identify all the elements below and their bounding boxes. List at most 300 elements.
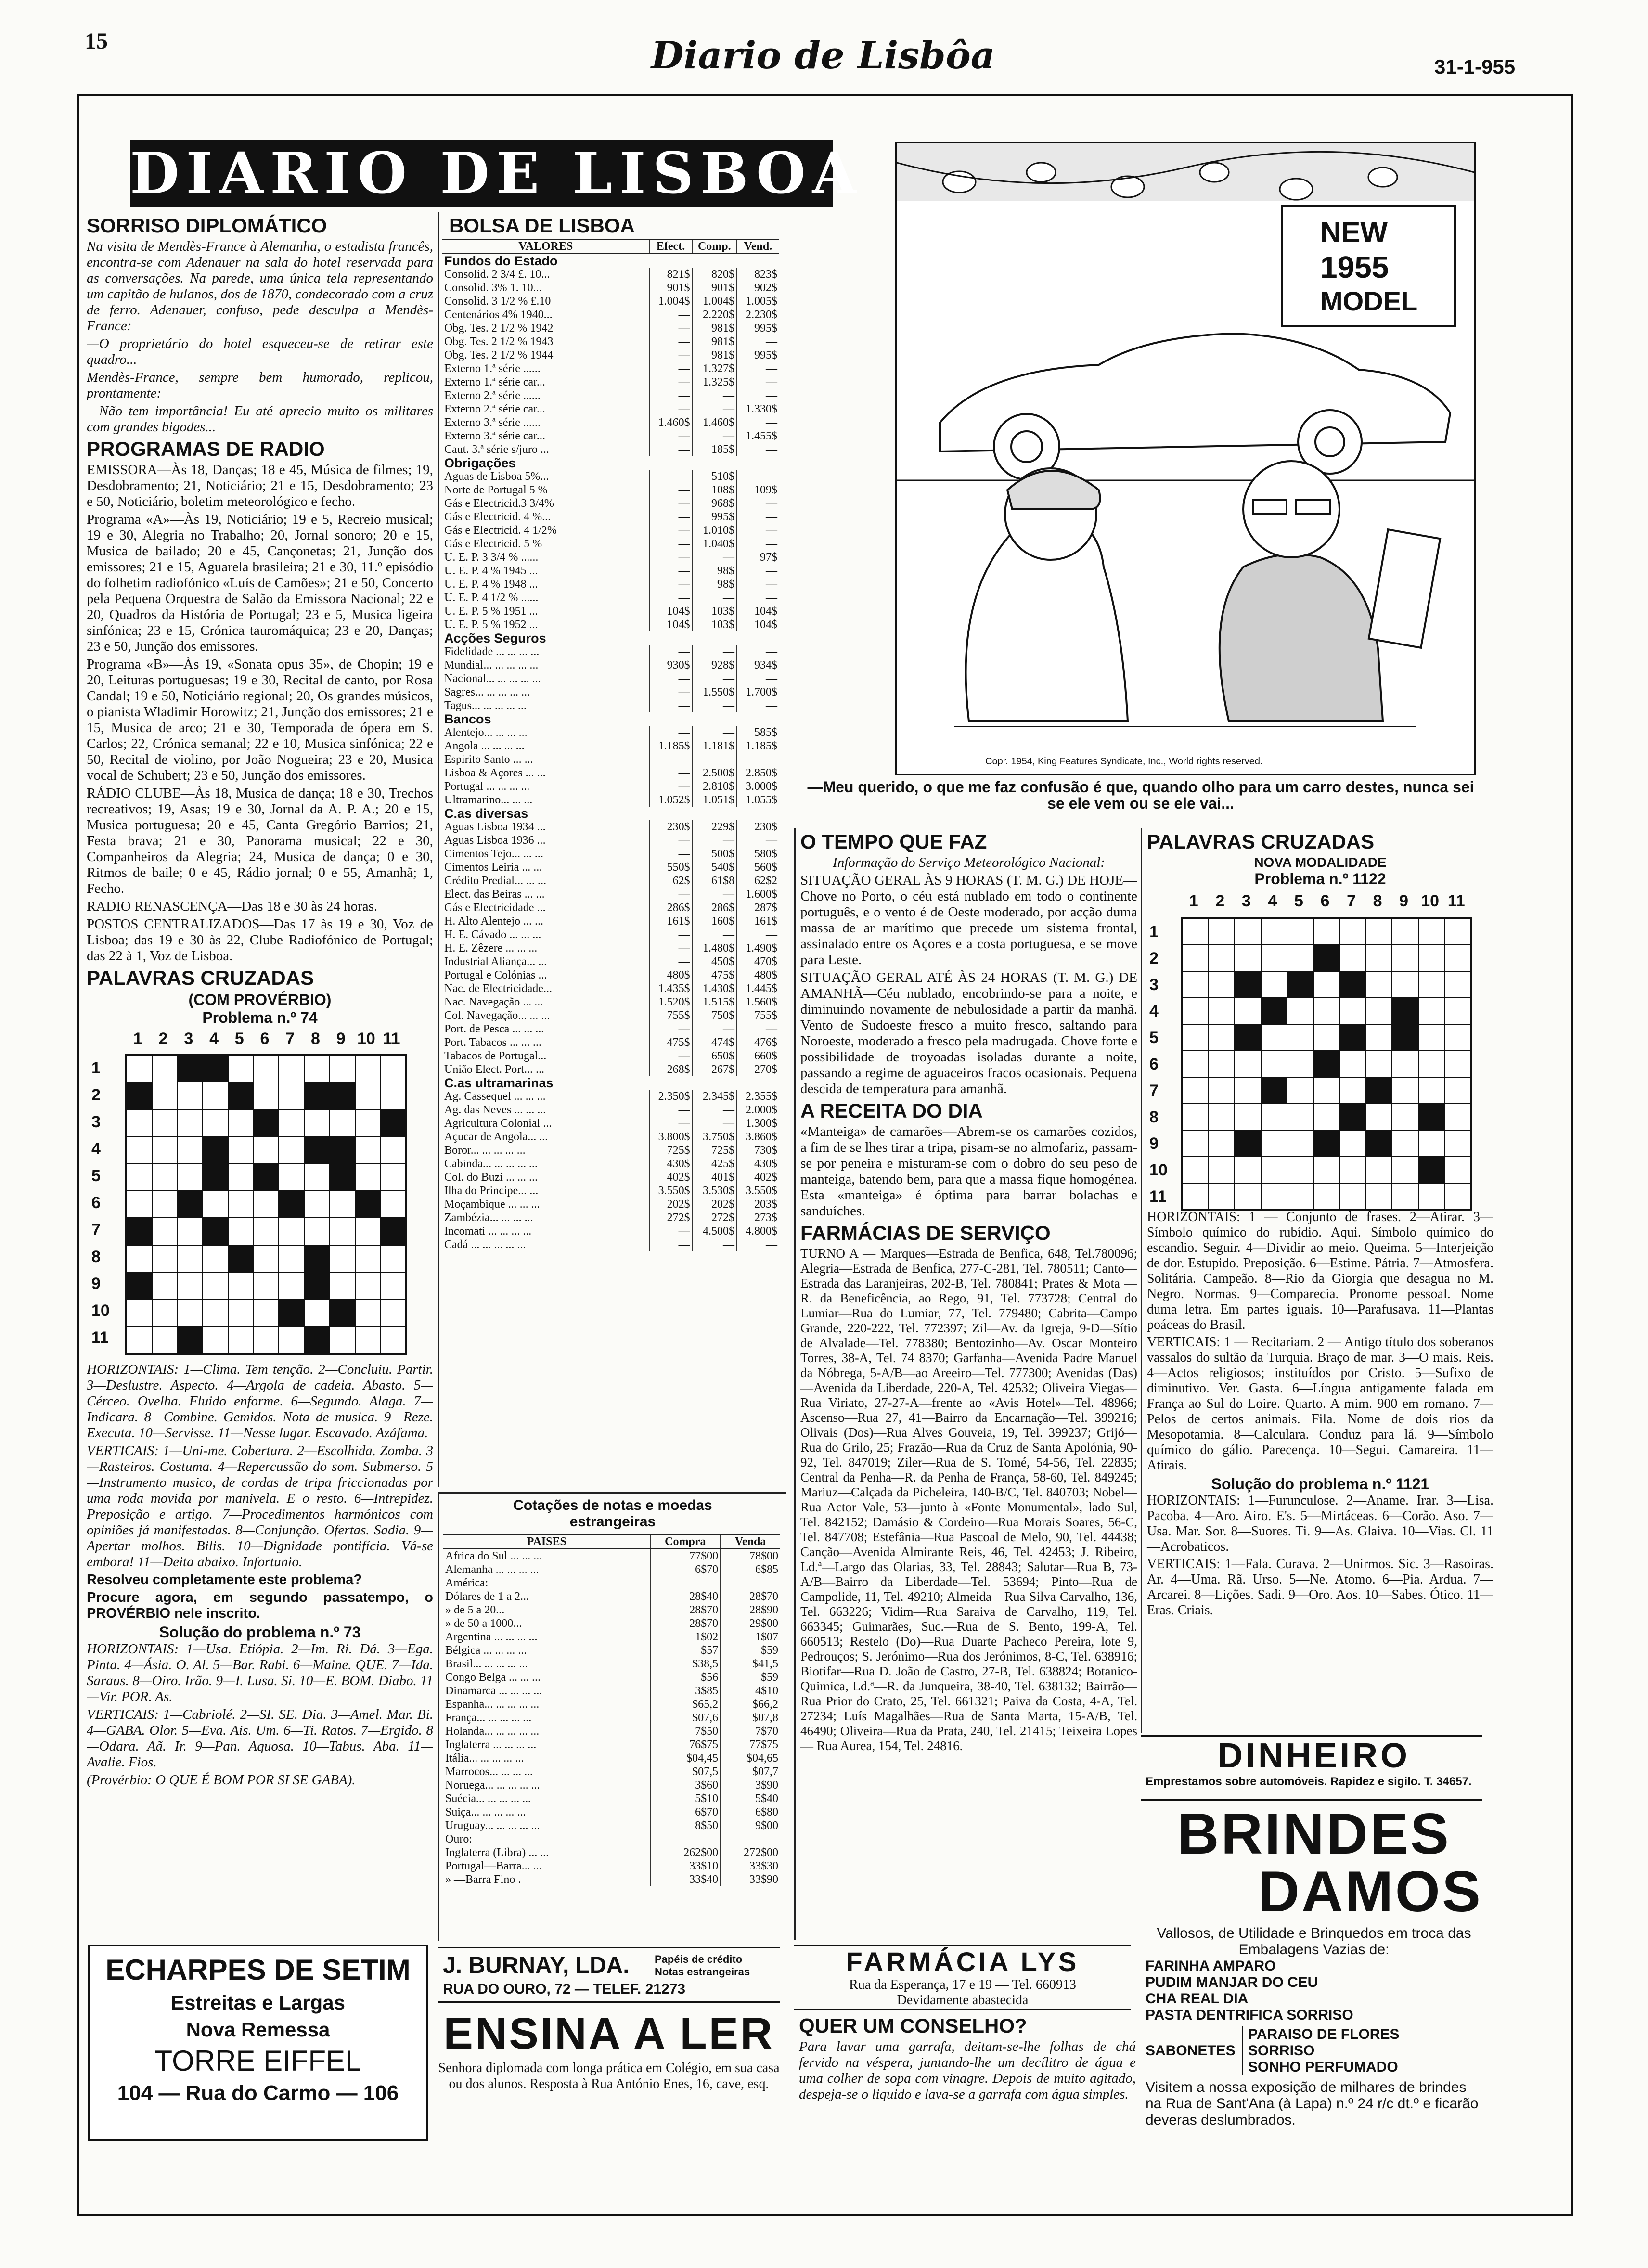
crossword-black-cell	[203, 1163, 228, 1190]
bolsa-row	[442, 968, 779, 982]
bolsa-row	[442, 1009, 779, 1022]
bolsa-price: 474$	[692, 1036, 736, 1049]
crossword-cell	[1366, 998, 1392, 1024]
bolsa-security: Ag. das Neves ... ... ...	[444, 1104, 546, 1116]
bolsa-price: 1.052$	[649, 793, 692, 807]
column-4	[1141, 828, 1494, 1733]
crossword-cell	[152, 1055, 178, 1082]
bolsa-price: 425$	[692, 1157, 736, 1171]
bolsa-price: —	[649, 834, 692, 847]
cotacoes	[438, 1492, 786, 1941]
bolsa-price: —	[649, 753, 692, 766]
cross2-solution-title: Solução do problema n.º 1121	[1211, 1475, 1429, 1493]
bolsa-price: —	[649, 928, 692, 941]
sorriso-p1: Na visita de Mendès-France à Alemanha, o estadista francês, encontra-se com Adenauer na sala do hotel reservada para as conversações. Na parede, uma única tela representando um capitão de hulanos, dos de 1870, condecorado com a cruz de ferro. Adenauer, confuso, pede desculpa a Mendès-France:	[87, 239, 433, 334]
bolsa-price: 3.550$	[649, 1184, 692, 1198]
bolsa-price: 229$	[692, 820, 736, 834]
bolsa-row	[442, 1198, 779, 1211]
cartoon-sign-new: NEW	[1320, 216, 1388, 248]
cotacao-row	[443, 1590, 780, 1603]
crossword-cell	[1209, 1104, 1235, 1130]
crossword-2	[1147, 892, 1494, 1210]
crossword-black-cell	[1339, 1024, 1366, 1051]
bolsa-row	[442, 362, 779, 375]
cotacoes-head-venda: Venda	[721, 1534, 780, 1549]
bolsa-row	[442, 510, 779, 524]
cross1-title: PALAVRAS CRUZADAS	[87, 966, 314, 989]
ensina-ad	[438, 2007, 780, 2132]
crossword-black-cell	[1313, 945, 1340, 971]
cotacao-price: 9$00	[721, 1819, 780, 1832]
cotacao-price: 28$70	[650, 1617, 721, 1630]
cotacao-country: » de 50 a 1000...	[445, 1617, 522, 1630]
crossword-cell	[380, 1299, 406, 1326]
bolsa-price: —	[649, 524, 692, 537]
bolsa-price: 1.700$	[736, 685, 779, 699]
bolsa-row	[442, 618, 779, 631]
conselho-title: QUER UM CONSELHO?	[799, 2014, 1027, 2037]
crossword-cell	[355, 1272, 381, 1299]
crossword-cell	[279, 1109, 304, 1136]
sabonete-item: PARAISO DE FLORES	[1248, 2026, 1400, 2042]
crossword-cell	[1235, 1051, 1261, 1077]
crossword-black-cell	[304, 1082, 330, 1109]
bolsa-security: Centenários 4% 1940...	[444, 309, 553, 321]
tempo-title: O TEMPO QUE FAZ	[800, 830, 987, 853]
bolsa-price: 430$	[649, 1157, 692, 1171]
bolsa-price: —	[692, 699, 736, 712]
crossword-cell	[330, 1218, 355, 1245]
brindes-l1: BRINDES	[1177, 1802, 1451, 1866]
crossword-col-number: 6	[1320, 892, 1330, 910]
crossword-cell	[355, 1109, 381, 1136]
crossword-cell	[1182, 1024, 1209, 1051]
bolsa-price: —	[649, 443, 692, 456]
bolsa-row	[442, 1211, 779, 1224]
cotacao-row	[443, 1549, 780, 1563]
crossword-1-grid	[125, 1054, 407, 1355]
bolsa-price: 3.750$	[692, 1130, 736, 1144]
cross1-subtitle: (COM PROVÉRBIO)	[188, 991, 332, 1008]
crossword-cell	[1261, 1051, 1288, 1077]
cotacao-row	[443, 1859, 780, 1873]
crossword-cell	[1444, 971, 1471, 998]
bolsa-security: Consolid. 2 3/4 £. 10...	[444, 268, 550, 281]
crossword-cell	[254, 1082, 279, 1109]
bolsa-price: 968$	[692, 497, 736, 510]
bolsa-section-row	[442, 712, 779, 726]
burnay-tag1: Papéis de crédito	[655, 1953, 743, 1965]
bolsa-security: Consolid. 3% 1. 10...	[444, 282, 542, 294]
cotacoes-head-paises: PAISES	[443, 1534, 650, 1549]
crossword-cell	[380, 1136, 406, 1163]
cotacao-country: Noruega... ... ... ... ...	[445, 1779, 540, 1791]
bolsa-price: —	[649, 672, 692, 685]
crossword-cell	[1444, 1077, 1471, 1104]
bolsa-price: —	[649, 551, 692, 564]
crossword-black-cell	[279, 1191, 304, 1218]
crossword-cell	[330, 1109, 355, 1136]
cotacao-row	[443, 1576, 780, 1590]
cotacao-price: 8$50	[650, 1819, 721, 1832]
crossword-cell	[228, 1218, 254, 1245]
bolsa-row	[442, 1049, 779, 1063]
crossword-col-number: 1	[1189, 892, 1198, 910]
crossword-cell	[1209, 1130, 1235, 1157]
bolsa-section-row	[442, 631, 779, 645]
crossword-row-number: 10	[91, 1302, 110, 1320]
crossword-cell	[1182, 1157, 1209, 1183]
bolsa-price: —	[649, 389, 692, 402]
brindes-item: PUDIM MANJAR DO CEU	[1146, 1974, 1318, 1990]
bolsa-price: —	[692, 726, 736, 739]
bolsa-security: U. E. P. 5 % 1951 ...	[444, 605, 538, 618]
bolsa-row	[442, 402, 779, 416]
crossword-black-cell	[1339, 1104, 1366, 1130]
crossword-cell	[1418, 1130, 1445, 1157]
bolsa-security: Fidelidade ... ... ... ...	[444, 645, 540, 658]
crossword-cell	[127, 1327, 152, 1353]
crossword-row-number: 7	[1149, 1082, 1159, 1100]
bolsa-price: —	[649, 510, 692, 524]
bolsa-price: 730$	[736, 1144, 779, 1157]
bolsa-price: 580$	[736, 847, 779, 861]
bolsa-price: 61$8	[692, 874, 736, 888]
bolsa-price: 725$	[649, 1144, 692, 1157]
crossword-cell	[1339, 1157, 1366, 1183]
cotacao-row	[443, 1617, 780, 1630]
lys-l2: Devidamente abastecida	[897, 1993, 1029, 2008]
cross2-sol-horiz: HORIZONTAIS: 1—Furunculose. 2—Aname. Irar. 3—Lisa. Pacoba. 4—Aro. Airo. E's. 5—Mirtáceas. 6—Corão. Aso. 7—Usa. Mar. Sor. 8—Suores. Ti. 9—As. Glaiva. 10—Vias. Cl. 11—Acrobaticos.	[1147, 1493, 1494, 1554]
crossword-row-number: 9	[1149, 1134, 1159, 1153]
burnay-name: J. BURNAY, LDA.	[443, 1953, 630, 1978]
bolsa-price: 103$	[692, 605, 736, 618]
crossword-cell	[228, 1055, 254, 1082]
crossword-cell	[228, 1136, 254, 1163]
brindes-item: PASTA DENTRIFICA SORRISO	[1146, 2007, 1353, 2023]
crossword-black-cell	[1418, 1157, 1445, 1183]
crossword-cell	[1313, 918, 1340, 945]
crossword-cell	[127, 1191, 152, 1218]
bolsa-row	[442, 658, 779, 672]
cotacao-row	[443, 1778, 780, 1792]
bolsa-price: —	[692, 1238, 736, 1251]
cotacao-country: Uruguay... ... ... ... ...	[445, 1819, 540, 1832]
cotacao-country: Suiça... ... ... ... ...	[445, 1806, 526, 1818]
bolsa-title: BOLSA DE LISBOA	[449, 214, 635, 237]
crossword-black-cell	[1313, 1051, 1340, 1077]
crossword-row-number: 7	[91, 1221, 101, 1239]
bolsa-price: 755$	[649, 1009, 692, 1022]
crossword-black-cell	[127, 1218, 152, 1245]
cartoon-copyright: Copr. 1954, King Features Syndicate, Inc., World rights reserved.	[983, 756, 1265, 767]
crossword-cell	[1235, 918, 1261, 945]
cotacao-price: 7$50	[650, 1725, 721, 1738]
crossword-cell	[380, 1055, 406, 1082]
crossword-cell	[1287, 1130, 1313, 1157]
crossword-black-cell	[1287, 971, 1313, 998]
bolsa-price: 270$	[736, 1063, 779, 1076]
bolsa-security: U. E. P. 3 3/4 % ......	[444, 551, 539, 564]
bolsa-price: —	[649, 1117, 692, 1130]
cotacao-price: 6$80	[721, 1805, 780, 1819]
bolsa-price: —	[736, 1022, 779, 1036]
bolsa-price: 2.000$	[736, 1103, 779, 1117]
crossword-cell	[177, 1272, 203, 1299]
bolsa-price: 476$	[736, 1036, 779, 1049]
crossword-cell	[1209, 1024, 1235, 1051]
programa-paragraph: Programa «B»—Às 19, «Sonata opus 35», de Chopin; 19 e 20, Leituras portuguesas; 19 e 30, Recital de canto, por Rosa Candal; 19 e 50, Noticiário regional; 20, Os grandes músicos, o pianista Wladimir Horowitz; 21, Junção dos emissores; 21 e 15, Musica de arco; 21 e 30, Temporada de ópera em S. Carlos; 22, Crónica semanal; 22 e 10, Musica sinfónica; 22 e 50, Recital de violino, por João Nogueira; 23 e 20, Musica vocal de Schubert; 23 e 50, Junção dos emissores.	[87, 657, 433, 783]
cotacao-country: Itália... ... ... ... ...	[445, 1752, 524, 1765]
crossword-cell	[254, 1136, 279, 1163]
dinheiro-body: Emprestamos sobre automóveis. Rapidez e sigilo. T. 34657.	[1146, 1775, 1472, 1788]
bolsa-price: —	[692, 1022, 736, 1036]
crossword-cell	[1313, 1183, 1340, 1210]
page-date: 31-1-955	[1434, 55, 1516, 78]
bolsa-row	[442, 1036, 779, 1049]
crossword-cell	[1261, 918, 1288, 945]
crossword-row-number: 6	[1149, 1055, 1159, 1073]
bolsa-price: 62$2	[736, 874, 779, 888]
bolsa-section-name: C.as diversas	[444, 807, 528, 820]
crossword-cell	[380, 1082, 406, 1109]
bolsa-price: 3.860$	[736, 1130, 779, 1144]
crossword-black-cell	[1313, 1130, 1340, 1157]
echarpes-l4: TORRE EIFFEL	[154, 2045, 361, 2077]
crossword-cell	[152, 1082, 178, 1109]
crossword-cell	[1182, 998, 1209, 1024]
crossword-col-number: 2	[158, 1030, 168, 1048]
cotacao-country: Suécia... ... ... ... ...	[445, 1792, 531, 1805]
sorriso-p4: —Não tem importância! Eu até aprecio muito os militares com grandes bigodes...	[87, 403, 433, 435]
crossword-black-cell	[1235, 971, 1261, 998]
brindes-l2: DAMOS	[1258, 1859, 1482, 1924]
crossword-cell	[304, 1218, 330, 1245]
crossword-cell	[279, 1272, 304, 1299]
crossword-cell	[203, 1245, 228, 1272]
cotacao-row	[443, 1657, 780, 1671]
crossword-col-number: 9	[336, 1030, 346, 1048]
bolsa-security: Externo 1.ª série car...	[444, 376, 545, 388]
bolsa-price: 2.500$	[692, 766, 736, 780]
bolsa-price: —	[692, 888, 736, 901]
bolsa-price: —	[736, 928, 779, 941]
bolsa-section-name: Fundos do Estado	[444, 254, 558, 268]
bolsa-security: Port. de Pesca ... ... ...	[444, 1023, 544, 1035]
bolsa-row	[442, 793, 779, 807]
bolsa-price: 1.560$	[736, 995, 779, 1009]
cotacao-row	[443, 1684, 780, 1698]
bolsa-security: H. E. Cávado ... ... ...	[444, 928, 541, 941]
cotacao-country: Inglaterra (Libra) ... ...	[445, 1846, 549, 1859]
brindes-foot: Visitem a nossa exposição de milhares de brindes na Rua de Sant'Ana (à Lapa) n.º 24 r/c dt.º e ficarão deveras deslumbrados.	[1146, 2079, 1479, 2128]
crossword-cell	[1209, 998, 1235, 1024]
bolsa-price: —	[736, 389, 779, 402]
cotacao-price: 28$70	[721, 1590, 780, 1603]
crossword-black-cell	[1418, 1104, 1445, 1130]
bolsa-price: 930$	[649, 658, 692, 672]
bolsa-price: 2.230$	[736, 308, 779, 322]
bolsa-price: 1.550$	[692, 685, 736, 699]
cotacao-price: 33$30	[721, 1859, 780, 1873]
programa-paragraph: RADIO RENASCENÇA—Das 18 e 30 às 24 horas.	[87, 899, 378, 914]
bolsa-price: 4.500$	[692, 1224, 736, 1238]
bolsa-security: Gás e Electricid.3 3/4%	[444, 497, 554, 510]
crossword-row-number: 1	[91, 1059, 101, 1077]
bolsa-row	[442, 941, 779, 955]
crossword-black-cell	[1392, 998, 1418, 1024]
crossword-cell	[380, 1245, 406, 1272]
bolsa-security: U. E. P. 4 1/2 % ......	[444, 592, 539, 604]
brindes-items	[1146, 1958, 1482, 2023]
bolsa-price: 272$	[649, 1211, 692, 1224]
cotacao-price: $07,8	[721, 1711, 780, 1725]
bolsa-security: Gás e Electricidade ...	[444, 902, 546, 914]
cotacao-price: 5$40	[721, 1792, 780, 1805]
crossword-cell	[177, 1218, 203, 1245]
crossword-cell	[1235, 945, 1261, 971]
bolsa-price: 475$	[692, 968, 736, 982]
bolsa-price: 402$	[649, 1171, 692, 1184]
cotacao-price: 78$00	[721, 1549, 780, 1563]
bolsa-row	[442, 955, 779, 968]
cotacao-price: $56	[650, 1671, 721, 1684]
bolsa-price: 2.345$	[692, 1090, 736, 1103]
bolsa-price: 161$	[736, 915, 779, 928]
cotacao-price: 33$10	[650, 1859, 721, 1873]
crossword-cell	[1182, 1104, 1209, 1130]
crossword-1-row-numbers	[91, 1055, 120, 1351]
cartoon-sign-year: 1955	[1320, 250, 1389, 284]
bolsa-price: 470$	[736, 955, 779, 968]
bolsa-section-row	[442, 254, 779, 268]
crossword-cell	[1182, 1130, 1209, 1157]
cotacao-price: $38,5	[650, 1657, 721, 1671]
cotacao-price: 77$00	[650, 1549, 721, 1563]
crossword-cell	[279, 1218, 304, 1245]
crossword-cell	[304, 1055, 330, 1082]
crossword-row-number: 9	[91, 1275, 101, 1293]
crossword-cell	[1392, 1130, 1418, 1157]
bolsa-row	[442, 335, 779, 348]
cotacao-country: Congo Belga ... ... ...	[445, 1671, 541, 1684]
bolsa-price: 995$	[692, 510, 736, 524]
cotacao-price: $07,7	[721, 1765, 780, 1778]
bolsa-security: Sagres... ... ... ... ...	[444, 686, 530, 698]
crossword-cell	[1418, 1183, 1445, 1210]
crossword-black-cell	[254, 1163, 279, 1190]
bolsa-price: 1.520$	[649, 995, 692, 1009]
crossword-col-number: 11	[383, 1030, 400, 1048]
crossword-row-number: 5	[91, 1167, 101, 1185]
burnay-tag2: Notas estrangeiras	[655, 1966, 750, 1978]
crossword-col-number: 10	[357, 1030, 375, 1048]
bolsa-price: —	[649, 1022, 692, 1036]
crossword-1	[87, 1030, 433, 1362]
crossword-cell	[1261, 971, 1288, 998]
bolsa-price: —	[692, 1103, 736, 1117]
bolsa-row	[442, 1022, 779, 1036]
bolsa-price: —	[649, 578, 692, 591]
crossword-black-cell	[127, 1272, 152, 1299]
bolsa-security: Ilha do Principe... ...	[444, 1185, 539, 1197]
crossword-cell	[1339, 1130, 1366, 1157]
crossword-cell	[355, 1082, 381, 1109]
crossword-cell	[1444, 1157, 1471, 1183]
cotacao-country: Bélgica ... ... ... ...	[445, 1644, 527, 1657]
column-1	[87, 212, 433, 1925]
cotacoes-table	[443, 1534, 780, 1886]
crossword-black-cell	[380, 1218, 406, 1245]
crossword-row-number: 4	[91, 1140, 101, 1158]
crossword-col-number: 11	[1447, 892, 1465, 910]
crossword-col-number: 8	[1373, 892, 1382, 910]
bolsa-security: Ultramarino... ... ...	[444, 794, 533, 806]
bolsa-price: 160$	[692, 915, 736, 928]
crossword-cell	[1287, 1183, 1313, 1210]
bolsa-price: —	[736, 578, 779, 591]
crossword-cell	[152, 1327, 178, 1353]
page-number: 15	[85, 28, 108, 54]
echarpes-ad	[88, 1945, 428, 2141]
crossword-cell	[355, 1136, 381, 1163]
bolsa-price: —	[736, 564, 779, 578]
crossword-cell	[1339, 1077, 1366, 1104]
bolsa-price: 1.181$	[692, 739, 736, 753]
bolsa-price: 823$	[736, 268, 779, 281]
bolsa-row	[442, 1103, 779, 1117]
crossword-col-number: 4	[209, 1030, 219, 1048]
cotacoes-title: Cotações de notas e moedas estrangeiras	[513, 1497, 712, 1530]
conselho-body: Para lavar uma garrafa, deitam-se-lhe folhas de chá fervido na véspera, juntando-lhe um decílitro de água e uma colher de sopa com vinagre. Depois de muito agitado, despeja-se o liquido e lava-se a garrafa com água simples.	[799, 2039, 1136, 2102]
cotacao-row	[443, 1603, 780, 1617]
crossword-cell	[1209, 971, 1235, 998]
crossword-cell	[1418, 918, 1445, 945]
bolsa-row	[442, 699, 779, 712]
bolsa-price: —	[736, 375, 779, 389]
crossword-cell	[1339, 998, 1366, 1024]
bolsa-price: 98$	[692, 564, 736, 578]
bolsa-price: 1.515$	[692, 995, 736, 1009]
crossword-cell	[279, 1245, 304, 1272]
crossword-black-cell	[254, 1109, 279, 1136]
crossword-cell	[1182, 1077, 1209, 1104]
bolsa-row	[442, 1117, 779, 1130]
bolsa-row	[442, 847, 779, 861]
bolsa-price: 902$	[736, 281, 779, 295]
bolsa-price: —	[692, 928, 736, 941]
crossword-cell	[152, 1163, 178, 1190]
cross2-problem: Problema n.º 1122	[1254, 870, 1386, 888]
bolsa-security: Port. Tabacos ... ... ...	[444, 1036, 541, 1049]
bolsa-price: —	[736, 416, 779, 429]
crossword-cell	[1287, 918, 1313, 945]
bolsa-price: 475$	[649, 1036, 692, 1049]
bolsa-row	[442, 1090, 779, 1103]
cotacao-price: 33$90	[721, 1873, 780, 1886]
bolsa-row	[442, 416, 779, 429]
bolsa-section-name: C.as ultramarinas	[444, 1076, 554, 1090]
crossword-cell	[1313, 1157, 1340, 1183]
bolsa-price: 934$	[736, 658, 779, 672]
bolsa-price: —	[649, 847, 692, 861]
crossword-cell	[1444, 1183, 1471, 1210]
bolsa-price: —	[736, 753, 779, 766]
crossword-black-cell	[304, 1327, 330, 1353]
crossword-cell	[380, 1163, 406, 1190]
crossword-cell	[1313, 1077, 1340, 1104]
bolsa-price: 1.055$	[736, 793, 779, 807]
